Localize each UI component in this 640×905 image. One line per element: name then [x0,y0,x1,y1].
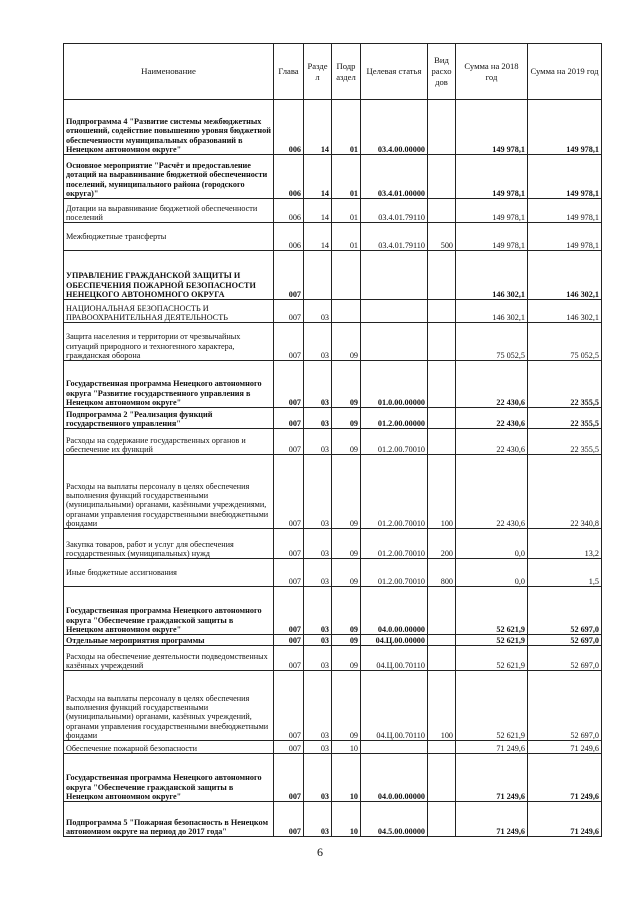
header-podrazdel: Подр аздел [332,44,361,100]
row-name: Межбюджетные трансферты [64,223,274,251]
row-razdel: 03 [304,455,332,529]
header-razdel: Разде л [304,44,332,100]
row-vid-rashodov: 500 [428,223,456,251]
row-sum-2018: 149 978,1 [456,155,528,199]
table-row [64,408,602,429]
row-razdel: 03 [304,361,332,408]
table-row [64,455,602,529]
row-razdel: 14 [304,223,332,251]
row-razdel: 03 [304,754,332,802]
row-vid-rashodov [428,429,456,455]
row-vid-rashodov [428,100,456,155]
row-celevaya-statya [361,323,428,361]
row-name: Защита населения и территории от чрезвычайных ситуаций природного и техногенного характера, гражданская оборона [64,323,274,361]
row-celevaya-statya: 01.2.00.70010 [361,559,428,587]
row-celevaya-statya: 03.4.01.79110 [361,199,428,223]
row-vid-rashodov: 800 [428,559,456,587]
row-glava: 007 [274,587,304,635]
row-razdel: 03 [304,429,332,455]
row-sum-2019: 1,5 [528,559,602,587]
row-podrazdel: 09 [332,429,361,455]
budget-table [63,43,602,837]
header-sum-2019: Сумма на 2019 год [528,44,602,100]
row-sum-2018: 52 621,9 [456,671,528,741]
table-row [64,300,602,323]
row-name: Подпрограмма 2 "Реализация функций государственного управления" [64,408,274,429]
row-razdel: 03 [304,559,332,587]
row-vid-rashodov: 100 [428,671,456,741]
header-glava: Глава [274,44,304,100]
row-sum-2019: 149 978,1 [528,155,602,199]
table-row [64,361,602,408]
row-sum-2019: 22 340,8 [528,455,602,529]
row-sum-2018: 0,0 [456,529,528,559]
row-celevaya-statya: 01.0.00.00000 [361,361,428,408]
row-celevaya-statya: 04.Ц.00.00000 [361,635,428,646]
row-glava: 007 [274,646,304,671]
row-name: Закупка товаров, работ и услуг для обеспечения государственных (муниципальных) нужд [64,529,274,559]
row-name: Подпрограмма 5 "Пожарная безопасность в Ненецком автономном округе на период до 2017 года" [64,802,274,837]
row-glava: 007 [274,754,304,802]
table-row [64,635,602,646]
row-sum-2019: 52 697,0 [528,671,602,741]
row-glava: 007 [274,455,304,529]
row-sum-2019: 52 697,0 [528,635,602,646]
row-glava: 007 [274,251,304,300]
row-glava: 007 [274,361,304,408]
row-celevaya-statya: 04.Ц.00.70110 [361,671,428,741]
row-vid-rashodov [428,323,456,361]
row-podrazdel [332,300,361,323]
table-row [64,155,602,199]
row-name: Обеспечение пожарной безопасности [64,741,274,754]
row-podrazdel: 01 [332,223,361,251]
row-vid-rashodov [428,155,456,199]
row-vid-rashodov [428,646,456,671]
header-vid-rashodov: Вид расхо дов [428,44,456,100]
row-sum-2019: 71 249,6 [528,754,602,802]
row-podrazdel: 10 [332,802,361,837]
row-glava: 006 [274,199,304,223]
row-razdel: 14 [304,199,332,223]
row-glava: 006 [274,223,304,251]
table-row [64,323,602,361]
row-name: Подпрограмма 4 "Развитие системы межбюджетных отношений, содействие повышению уровня бюджетной обеспеченности муниципальных образований в Ненецком автономном округе" [64,100,274,155]
row-sum-2018: 71 249,6 [456,754,528,802]
row-glava: 006 [274,155,304,199]
row-sum-2018: 146 302,1 [456,300,528,323]
row-celevaya-statya: 04.0.00.00000 [361,754,428,802]
row-name: Государственная программа Ненецкого автономного округа "Развитие государственного управления в Ненецком автономном округе" [64,361,274,408]
row-celevaya-statya: 03.4.01.00000 [361,155,428,199]
row-celevaya-statya: 01.2.00.70010 [361,429,428,455]
header-celevaya-statya: Целевая статья [361,44,428,100]
row-sum-2018: 0,0 [456,559,528,587]
row-razdel: 03 [304,671,332,741]
row-sum-2018: 22 430,6 [456,361,528,408]
row-sum-2018: 146 302,1 [456,251,528,300]
row-glava: 007 [274,559,304,587]
table-row [64,559,602,587]
row-razdel: 03 [304,646,332,671]
row-vid-rashodov [428,408,456,429]
row-razdel: 03 [304,635,332,646]
row-name: Отдельные мероприятия программы [64,635,274,646]
row-podrazdel: 10 [332,754,361,802]
row-celevaya-statya: 01.2.00.70010 [361,455,428,529]
table-row [64,741,602,754]
row-razdel: 03 [304,741,332,754]
row-podrazdel: 09 [332,671,361,741]
row-sum-2019: 149 978,1 [528,100,602,155]
row-sum-2018: 52 621,9 [456,587,528,635]
row-podrazdel: 01 [332,199,361,223]
row-sum-2018: 71 249,6 [456,802,528,837]
row-sum-2019: 146 302,1 [528,300,602,323]
row-razdel: 03 [304,300,332,323]
row-razdel: 03 [304,529,332,559]
row-podrazdel [332,251,361,300]
row-podrazdel: 09 [332,587,361,635]
table-row [64,429,602,455]
row-sum-2019: 149 978,1 [528,223,602,251]
row-vid-rashodov [428,741,456,754]
row-sum-2018: 22 430,6 [456,429,528,455]
row-sum-2018: 52 621,9 [456,635,528,646]
row-sum-2019: 71 249,6 [528,802,602,837]
header-row [64,44,602,100]
row-podrazdel: 09 [332,361,361,408]
table-row [64,100,602,155]
row-name: Расходы на выплаты персоналу в целях обеспечения выполнения функций государственными (муниципальными) органами, казёнными учреждениями, органами управления государственными внебюджетными фондами [64,455,274,529]
row-name: Расходы на содержание государственных органов и обеспечение их функций [64,429,274,455]
row-name: Государственная программа Ненецкого автономного округа "Обеспечение гражданской защиты в Ненецком автономном округе" [64,587,274,635]
row-name: НАЦИОНАЛЬНАЯ БЕЗОПАСНОСТЬ И ПРАВООХРАНИТЕЛЬНАЯ ДЕЯТЕЛЬНОСТЬ [64,300,274,323]
row-glava: 007 [274,429,304,455]
row-name: УПРАВЛЕНИЕ ГРАЖДАНСКОЙ ЗАЩИТЫ И ОБЕСПЕЧЕНИЯ ПОЖАРНОЙ БЕЗОПАСНОСТИ НЕНЕЦКОГО АВТОНОМНОГО ОКРУГА [64,251,274,300]
row-razdel: 03 [304,408,332,429]
table-row [64,671,602,741]
row-vid-rashodov [428,361,456,408]
row-celevaya-statya: 04.0.00.00000 [361,587,428,635]
row-vid-rashodov [428,587,456,635]
header-name: Наименование [64,44,274,100]
row-celevaya-statya: 04.5.00.00000 [361,802,428,837]
row-sum-2019: 149 978,1 [528,199,602,223]
row-vid-rashodov [428,251,456,300]
row-celevaya-statya: 01.2.00.70010 [361,529,428,559]
row-razdel: 03 [304,323,332,361]
row-celevaya-statya: 04.Ц.00.70110 [361,646,428,671]
row-razdel: 03 [304,587,332,635]
row-sum-2018: 75 052,5 [456,323,528,361]
row-sum-2019: 75 052,5 [528,323,602,361]
row-name: Расходы на обеспечение деятельности подведомственных казённых учреждений [64,646,274,671]
row-sum-2018: 22 430,6 [456,455,528,529]
row-sum-2019: 52 697,0 [528,587,602,635]
table-row [64,646,602,671]
row-podrazdel: 01 [332,155,361,199]
row-celevaya-statya: 01.2.00.00000 [361,408,428,429]
row-celevaya-statya [361,300,428,323]
row-razdel: 14 [304,155,332,199]
row-podrazdel: 09 [332,408,361,429]
row-glava: 007 [274,741,304,754]
row-podrazdel: 09 [332,529,361,559]
row-podrazdel: 09 [332,635,361,646]
row-glava: 007 [274,635,304,646]
table-row [64,251,602,300]
row-podrazdel: 09 [332,646,361,671]
row-celevaya-statya: 03.4.01.79110 [361,223,428,251]
row-glava: 007 [274,671,304,741]
row-sum-2018: 22 430,6 [456,408,528,429]
row-sum-2019: 146 302,1 [528,251,602,300]
row-sum-2019: 22 355,5 [528,361,602,408]
header-sum-2018: Сумма на 2018 год [456,44,528,100]
row-celevaya-statya [361,251,428,300]
row-podrazdel: 09 [332,455,361,529]
row-podrazdel: 09 [332,323,361,361]
page-number: 6 [317,845,323,859]
row-sum-2018: 149 978,1 [456,100,528,155]
row-celevaya-statya: 03.4.00.00000 [361,100,428,155]
row-podrazdel: 01 [332,100,361,155]
row-glava: 007 [274,300,304,323]
row-glava: 007 [274,529,304,559]
table-row [64,587,602,635]
row-sum-2018: 52 621,9 [456,646,528,671]
row-vid-rashodov: 200 [428,529,456,559]
row-sum-2019: 13,2 [528,529,602,559]
row-name: Дотации на выравнивание бюджетной обеспеченности поселений [64,199,274,223]
table-row [64,754,602,802]
row-sum-2019: 22 355,5 [528,429,602,455]
row-vid-rashodov: 100 [428,455,456,529]
row-podrazdel: 10 [332,741,361,754]
row-podrazdel: 09 [332,559,361,587]
row-sum-2018: 149 978,1 [456,199,528,223]
row-vid-rashodov [428,802,456,837]
row-vid-rashodov [428,300,456,323]
row-sum-2018: 149 978,1 [456,223,528,251]
row-razdel: 14 [304,100,332,155]
row-glava: 007 [274,802,304,837]
row-glava: 007 [274,408,304,429]
row-vid-rashodov [428,754,456,802]
row-name: Основное мероприятие "Расчёт и предоставление дотаций на выравнивание бюджетной обеспеченности поселений, муниципального района (городского округа)" [64,155,274,199]
row-sum-2019: 22 355,5 [528,408,602,429]
row-celevaya-statya [361,741,428,754]
row-name: Государственная программа Ненецкого автономного округа "Обеспечение гражданской защиты в Ненецком автономном округе" [64,754,274,802]
table-row [64,223,602,251]
row-sum-2018: 71 249,6 [456,741,528,754]
row-name: Иные бюджетные ассигнования [64,559,274,587]
row-glava: 007 [274,323,304,361]
row-sum-2019: 71 249,6 [528,741,602,754]
table-row [64,802,602,837]
row-glava: 006 [274,100,304,155]
row-sum-2019: 52 697,0 [528,646,602,671]
table-row [64,529,602,559]
row-vid-rashodov [428,199,456,223]
table-row [64,199,602,223]
row-razdel [304,251,332,300]
row-name: Расходы на выплаты персоналу в целях обеспечения выполнения функций государственными (муниципальными) органами, казённых учреждений, органами управления государственными внебюджетными фондами [64,671,274,741]
row-razdel: 03 [304,802,332,837]
row-vid-rashodov [428,635,456,646]
